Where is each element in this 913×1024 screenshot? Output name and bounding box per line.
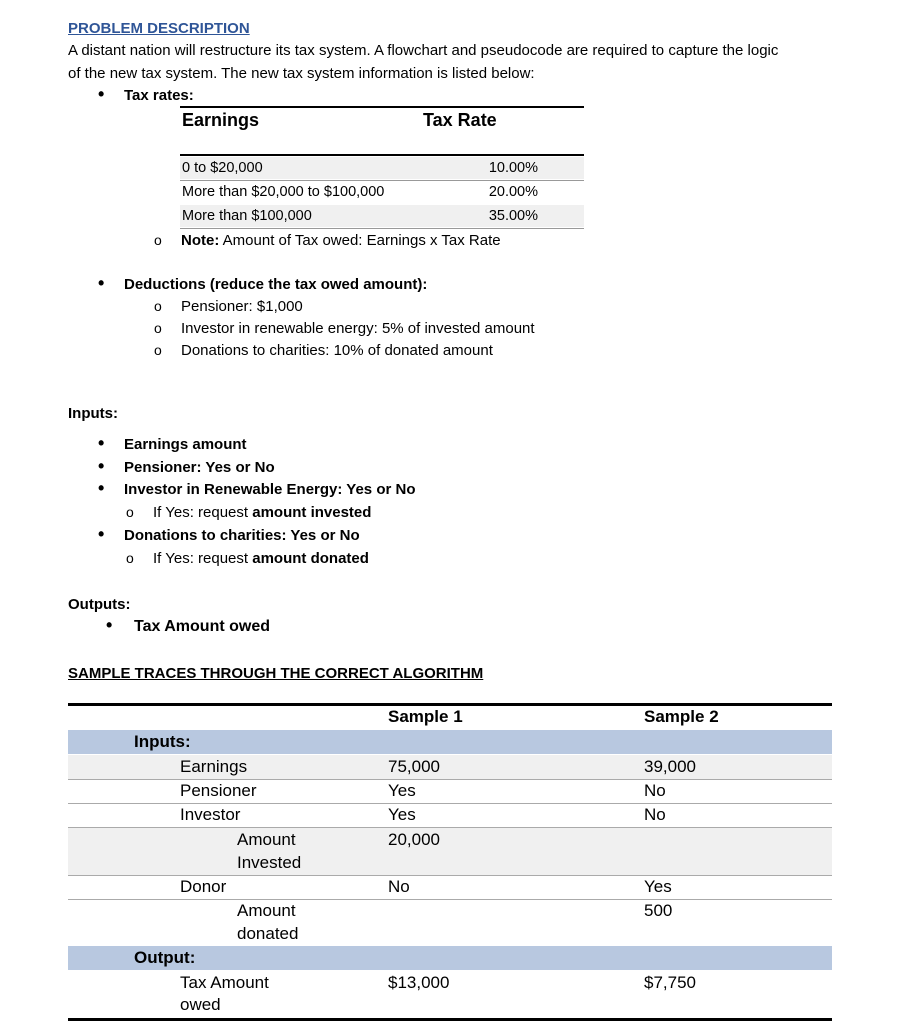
deduction-item: o Donations to charities: 10% of donated amount (181, 342, 493, 359)
sample1-value: 75,000 (388, 757, 440, 776)
sample2-value: Yes (644, 877, 672, 896)
input-subitem (153, 504, 371, 521)
row-label-line2: owed (180, 995, 221, 1014)
traces-header-row (68, 706, 832, 730)
earnings-cell: 0 to $20,000 (182, 160, 263, 176)
sample2-value: No (644, 805, 666, 824)
inputs-band (68, 730, 832, 754)
note-item (181, 232, 501, 249)
output-text: Tax Amount owed (134, 618, 270, 635)
deduction-item: o Pensioner: $1,000 (181, 298, 303, 315)
if-yes-text: If Yes: request (153, 504, 253, 521)
sample2-header: Sample 2 (644, 707, 719, 726)
sample2-value: $7,750 (644, 973, 696, 992)
sample1-header: Sample 1 (388, 707, 463, 726)
header-tax-rate: Tax Rate (423, 110, 497, 130)
row-label: Amount (237, 830, 296, 849)
table-row (68, 971, 832, 1018)
if-yes-text: If Yes: request (153, 550, 253, 567)
input-item: • Donations to charities: Yes or No (124, 527, 360, 544)
row-label: Investor (180, 805, 241, 824)
sample2-value: No (644, 781, 666, 800)
intro-line-1: A distant nation will restructure its tax system. A flowchart and pseudocode are required to capture the logic (68, 42, 779, 59)
header-rule (180, 154, 584, 156)
row-label: Earnings (180, 757, 248, 776)
table-row (68, 828, 832, 875)
input-item: • Pensioner: Yes or No (124, 459, 275, 476)
note-label: Note: (181, 232, 220, 249)
table-top-rule (180, 106, 584, 108)
input-subitem (153, 550, 369, 567)
rate-cell: 10.00% (488, 160, 538, 176)
header-earnings: Earnings (182, 110, 260, 130)
output-band (68, 946, 832, 970)
sample2-value: 500 (644, 901, 673, 920)
table-bottom-rule (180, 228, 584, 229)
table-row (68, 900, 832, 946)
table-row (68, 804, 832, 828)
sample1-value: Yes (388, 805, 416, 824)
input-item: • Earnings amount (124, 436, 247, 453)
earnings-cell: More than $100,000 (182, 208, 312, 224)
sample1-value: No (388, 877, 410, 896)
output-item (106, 615, 270, 636)
output-band-label: Output: (134, 948, 196, 967)
traces-bottom-rule (68, 1018, 832, 1021)
row-label-line2: donated (237, 924, 299, 943)
sample1-value: 20,000 (388, 830, 440, 849)
intro-line-2: of the new tax system. The new tax system information is listed below: (68, 65, 535, 82)
rate-cell: 35.00% (488, 208, 538, 224)
deduction-item: o Investor in renewable energy: 5% of invested amount (181, 320, 535, 337)
table-row (68, 876, 832, 900)
sample1-value: Yes (388, 781, 416, 800)
problem-heading: PROBLEM DESCRIPTION (68, 20, 250, 37)
deductions-label: • Deductions (reduce the tax owed amount): (124, 276, 427, 293)
sample1-value: $13,000 (388, 973, 450, 992)
amount-invested-text: amount invested (252, 504, 372, 521)
table-row (68, 755, 832, 779)
bullet-glyph: • (106, 615, 113, 635)
input-item: • Investor in Renewable Energy: Yes or No (124, 481, 415, 498)
inputs-label: Inputs: (68, 405, 118, 422)
amount-donated-text: amount donated (252, 550, 369, 567)
table-row (68, 780, 832, 804)
inputs-band-label: Inputs: (134, 732, 191, 751)
note-text: Amount of Tax owed: Earnings x Tax Rate (219, 232, 501, 249)
table-row (180, 181, 584, 203)
table-row (180, 205, 584, 227)
tax-rates-label: • Tax rates: (124, 87, 194, 104)
traces-heading: SAMPLE TRACES THROUGH THE CORRECT ALGORITHM (68, 665, 484, 682)
outputs-label: Outputs: (68, 596, 131, 613)
sample2-value: 39,000 (644, 757, 696, 776)
row-label: Donor (180, 877, 227, 896)
earnings-cell: More than $20,000 to $100,000 (182, 184, 385, 200)
row-label: Pensioner (180, 781, 257, 800)
table-row (180, 157, 584, 179)
row-label: Amount (237, 901, 296, 920)
row-label-line2: Invested (237, 853, 302, 872)
rate-cell: 20.00% (488, 184, 538, 200)
row-label: Tax Amount (180, 973, 269, 992)
